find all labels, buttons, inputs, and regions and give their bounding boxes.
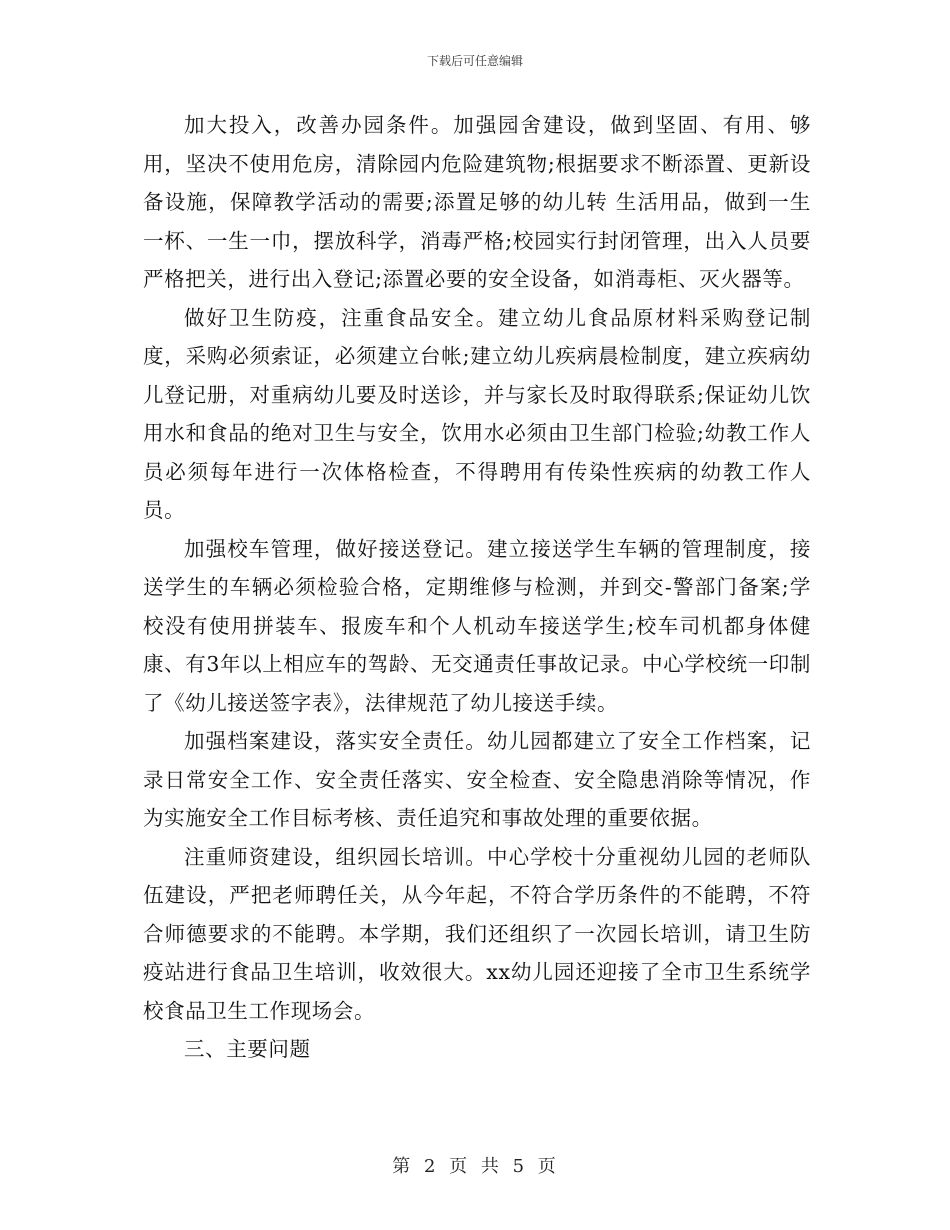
paragraph-facilities: 加大投入，改善办园条件。加强园舍建设，做到坚固、有用、够用，坚决不使用危房，清除园内危险建筑物;根据要求不断添置、更新设备设施，保障教学活动的需要;添置足够的幼儿转 生活用品，做到一生一杯、一生一巾，摆放科学，消毒严格;校园实行封闭管理，出入人员要严格把关，进行出入登记;添置必要的安全设备，如消毒柜、灭火器等。 — [143, 113, 811, 291]
page-header-note: 下载后可任意编辑 — [426, 54, 523, 68]
paragraph-teachers: 注重师资建设，组织园长培训。中心学校十分重视幼儿园的老师队伍建设，严把老师聘任关，从今年起，不符合学历条件的不能聘，不符合师德要求的不能聘。本学期，我们还组织了一次园长培训，请卫生防疫站进行食品卫生培训，收效很大。xx幼儿园还迎接了全市卫生系统学校食品卫生工作现场会。 — [143, 844, 811, 1023]
document-body — [143, 106, 811, 1069]
footer-page-unit: 页 — [449, 1156, 470, 1177]
footer-current-page: 2 — [423, 1156, 438, 1177]
paragraph-school-bus: 加强校车管理，做好接送登记。建立接送学生车辆的管理制度，接送学生的车辆必须检验合格，定期维修与检测，并到交-警部门备案;学校没有使用拼装车、报废车和个人机动车接送学生;校车司机都身体健康、有3年以上相应车的驾龄、无交通责任事故记录。中心学校统一印制了《幼儿接送签字表》，法律规范了幼儿接送手续。 — [143, 536, 811, 715]
footer-total-prefix: 共 — [480, 1156, 501, 1177]
footer-total-unit: 页 — [537, 1156, 558, 1177]
paragraph-hygiene: 做好卫生防疫，注重食品安全。建立幼儿食品原材料采购登记制度，采购必须索证，必须建立台帐;建立幼儿疾病晨检制度，建立疾病幼儿登记册，对重病幼儿要及时送诊，并与家长及时取得联系;保证幼儿饮用水和食品的绝对卫生与安全，饮用水必须由卫生部门检验;幼教工作人员必须每年进行一次体格检查，不得聘用有传染性疾病的幼教工作人员。 — [143, 305, 811, 522]
footer-prefix: 第 — [392, 1156, 413, 1177]
section-heading: 三、主要问题 — [184, 1037, 311, 1061]
footer-total-pages: 5 — [512, 1156, 527, 1177]
paragraph-archives: 加强档案建设，落实安全责任。幼儿园都建立了安全工作档案，记录日常安全工作、安全责任落实、安全检查、安全隐患消除等情况，作为实施安全工作目标考核、责任追究和事故处理的重要依据。 — [143, 729, 811, 830]
page-footer — [0, 1152, 950, 1178]
